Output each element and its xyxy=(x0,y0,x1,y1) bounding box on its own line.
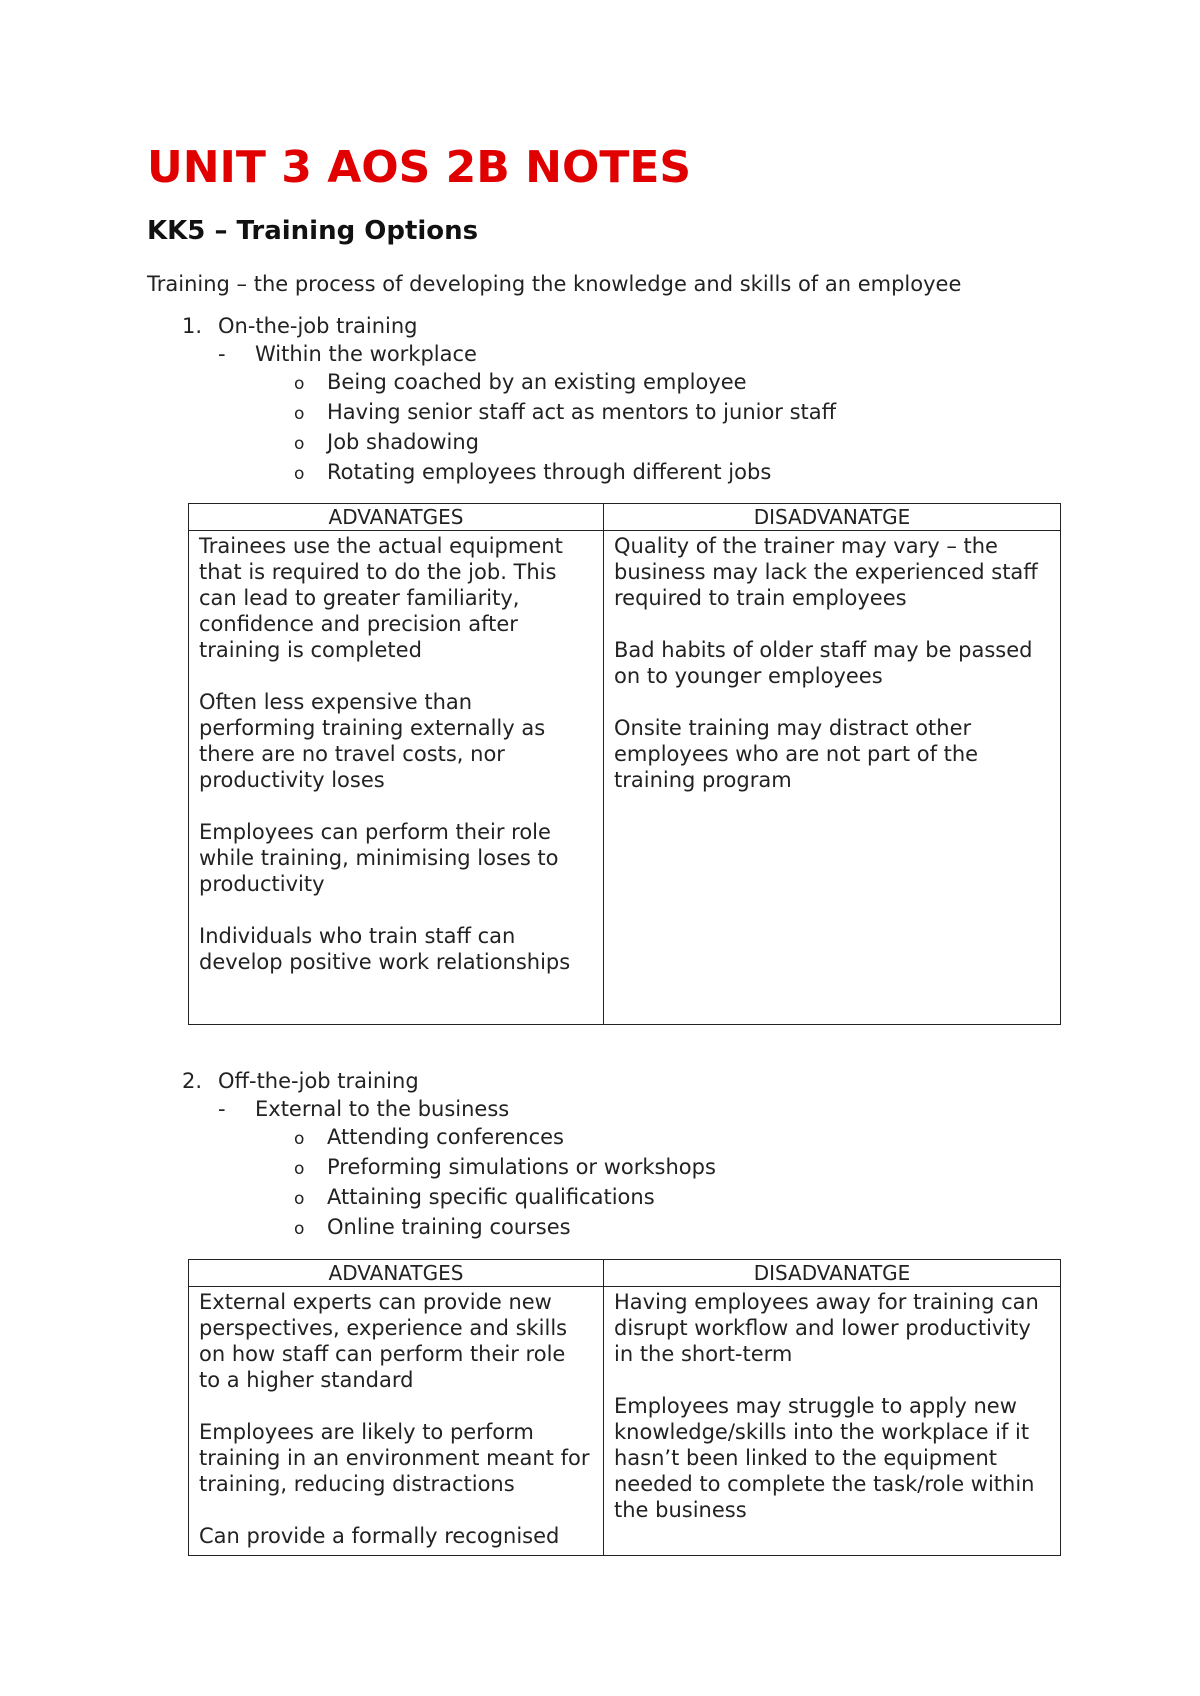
advantage-item: Employees are likely to perform training in an environment meant for training, reducing distractions xyxy=(199,1420,590,1496)
bullet-marker: o xyxy=(294,404,305,424)
advantage-item: Can provide a formally recognised xyxy=(199,1524,560,1548)
advantage-item: Trainees use the actual equipment that is required to do the job. This can lead to greater familiarity, confidence and precision after training is completed xyxy=(199,534,563,662)
bullet-item: Having senior staff act as mentors to junior staff xyxy=(327,400,837,424)
bullet-marker: o xyxy=(294,1129,305,1149)
bullet-marker: o xyxy=(294,374,305,394)
bullet-marker: o xyxy=(294,434,305,454)
bullet-item: Preforming simulations or workshops xyxy=(327,1155,716,1179)
dash-marker: - xyxy=(218,342,226,366)
sub-item: Within the workplace xyxy=(255,342,477,366)
bullet-marker: o xyxy=(294,1219,305,1239)
disadvantages-header: DISADVANATGE xyxy=(604,504,1061,531)
disadvantages-cell xyxy=(604,531,1061,1025)
bullet-item: Attending conferences xyxy=(327,1125,564,1149)
document-title: UNIT 3 AOS 2B NOTES xyxy=(147,142,692,193)
bullet-item: Job shadowing xyxy=(327,430,479,454)
list-number: 1. xyxy=(182,314,203,338)
advantage-item: Employees can perform their role while training, minimising loses to productivity xyxy=(199,820,559,896)
disadvantages-header: DISADVANATGE xyxy=(604,1260,1061,1287)
section-heading-off-the-job: Off-the-job training xyxy=(218,1069,419,1093)
section-heading-on-the-job: On-the-job training xyxy=(218,314,418,338)
bullet-marker: o xyxy=(294,1189,305,1209)
advantages-cell xyxy=(189,1287,604,1556)
bullet-item: Online training courses xyxy=(327,1215,571,1239)
disadvantage-item: Quality of the trainer may vary – the business may lack the experienced staff required to train employees xyxy=(614,534,1038,610)
disadvantage-item: Employees may struggle to apply new knowledge/skills into the workplace if it hasn’t been linked to the equipment needed to complete the task/role within the business xyxy=(614,1394,1035,1522)
bullet-marker: o xyxy=(294,1159,305,1179)
training-definition: Training – the process of developing the knowledge and skills of an employee xyxy=(147,272,962,296)
on-the-job-table xyxy=(188,503,1061,1025)
disadvantage-item: Having employees away for training can disrupt workflow and lower productivity in the short-term xyxy=(614,1290,1039,1366)
advantage-item: External experts can provide new perspectives, experience and skills on how staff can perform their role to a higher standard xyxy=(199,1290,568,1392)
list-number: 2. xyxy=(182,1069,203,1093)
advantage-item: Often less expensive than performing training externally as there are no travel costs, nor productivity loses xyxy=(199,690,546,792)
off-the-job-table xyxy=(188,1259,1061,1556)
bullet-item: Rotating employees through different jobs xyxy=(327,460,772,484)
sub-item: External to the business xyxy=(255,1097,510,1121)
bullet-item: Attaining specific qualifications xyxy=(327,1185,655,1209)
advantages-header: ADVANATGES xyxy=(189,1260,604,1287)
advantages-cell xyxy=(189,531,604,1025)
disadvantage-item: Bad habits of older staff may be passed on to younger employees xyxy=(614,638,1033,688)
bullet-marker: o xyxy=(294,464,305,484)
section-subtitle: KK5 – Training Options xyxy=(147,216,479,246)
disadvantage-item: Onsite training may distract other employees who are not part of the training program xyxy=(614,716,979,792)
advantage-item: Individuals who train staff can develop positive work relationships xyxy=(199,924,571,974)
disadvantages-cell xyxy=(604,1287,1061,1556)
advantages-header: ADVANATGES xyxy=(189,504,604,531)
bullet-item: Being coached by an existing employee xyxy=(327,370,747,394)
dash-marker: - xyxy=(218,1097,226,1121)
